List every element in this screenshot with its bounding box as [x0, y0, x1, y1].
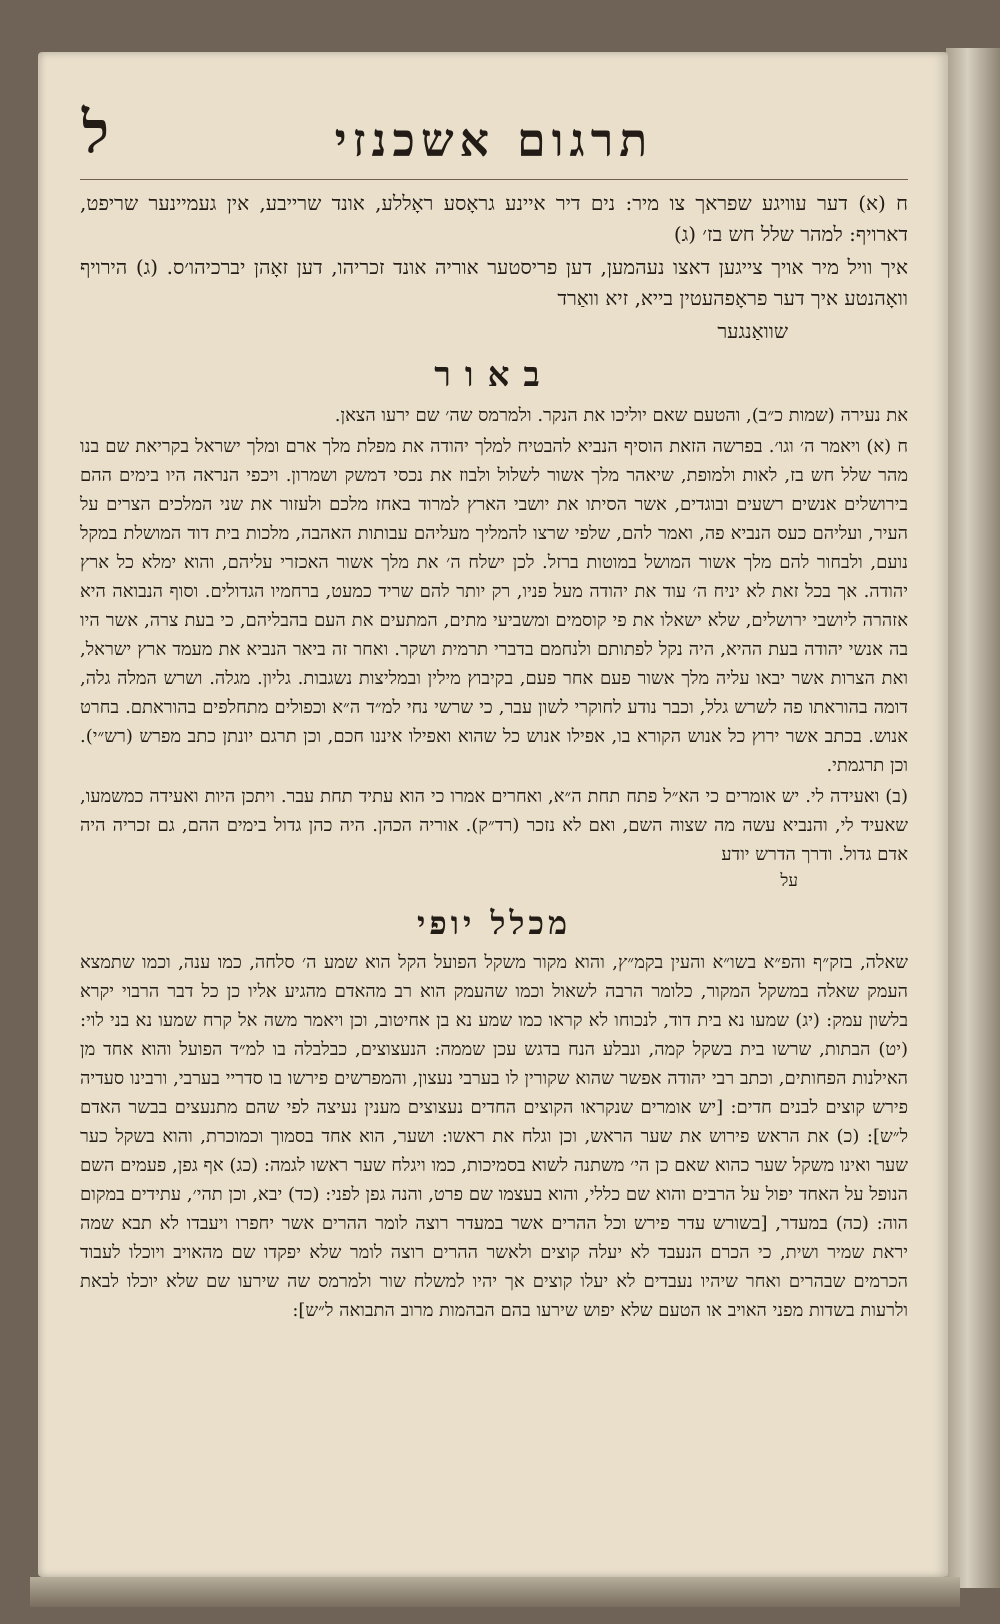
- header-rule: [80, 179, 908, 180]
- targum-section: [80, 188, 908, 347]
- book-page: [38, 52, 948, 1577]
- running-header: [80, 92, 908, 188]
- page-number: ל: [82, 98, 110, 166]
- michlal-yofi-section: [80, 948, 908, 1325]
- targum-paragraph: איך וויל מיר אויך צייגען דאצו נעהמען, דען פריסטער אוריה אונד זכריהו, דען זאָהן יברכיהו׳ס. (ג) הירויף וואָהנטע איך דער פראָפהעטין בייא, זיא וואַרד: [80, 255, 908, 310]
- running-title: תרגום אשכנזי: [334, 113, 654, 167]
- book-bottom-edge: [30, 1577, 960, 1607]
- beur-section: [80, 401, 908, 896]
- michlal-paragraph: שאלה, בזק״ף והפ״א בשו״א והעין בקמ״ץ, והוא מקור משקל הפועל הקל הוא שמע ה׳ סלחה, כמו ענה, וכמו שתמצא העמק שאלה במשקל המקור, כלומר הרבה לשאול וכמו שהעמק הוא רב מהאדם מהגיע אליו כן כל דבר הרבוי יקרא בלשון עמק: (יג) שמעו נא בית דוד, לנכוחו לא קראו כמו שמע נא בן אחיטוב, וכן ויאמר משה אל קרח שמעו נא בני לוי: (יט) הבתות, שרשו בית בשקל קמה, ונבלע הנח בדגש עכן שממה: הנעצוצים, כבלבלה בו למ״ד הפועל והוא אחד מן האילנות הפחותים, וכתב רבי יהודה אפשר שהוא שקורין לו בערבי נעצון, והמפרשים פירשו בו סדריי בערבי, ורבינו סעדיה פירש קוצים לבנים חדים: [יש אומרים שנקראו הקוצים החדים נעצוצים מענין נעיצה לפי שהם מתנעצים בבשר האדם ל״ש]: (כ) את הראש פירוש את שער הראש, וכן וגלח את ראשו: ושער, הוא אחד בסמוך וכמוכרת, והוא בשקל כער שער ואינו משקל שער כהוא שאם כן הי׳ משתנה לשוא בסמיכות, כמו ויגלח שער ראשו לגמה: (כג) אף גפן, פעמים השם הנופל על האחד יפול על הרבים והוא שם כללי, והוא בעצמו שם פרט, והנה גפן לפני: (כד) יבא, וכן תהי׳, עתידים במקום הוה: (כה) במעדר, [בשורש עדר פירש וכל ההרים אשר במעדר רוצה לומר ההרים אשר יחפרו ויעבדו לא תבא שמה יראת שמיר ושית, כי הכרם הנעבד לא יעלה קוצים ולאשר ההרים רוצה לומר שלא יפקדו שם מהאויב ויוכלו לעבוד הכרמים שבהרים ואחר שיהיו נעבדים לא יעלו קוצים אך יהיו למשלח שור ולמרמס שה שירעו שם שלא יוכלו לבאת ולרעות בשדות מפני האויב או הטעם שלא יפוש שירעו בהם הבהמות מרוב התבואה ל״ש]:: [80, 952, 908, 1321]
- fore-edge: [946, 48, 1000, 1588]
- targum-catchword: שוואַנגער: [717, 319, 788, 343]
- beur-paragraph: את נעירה (שמות כ״ב), והטעם שאם יוליכו את הנקר. ולמרמס שה׳ שם ירעו הצאן.: [334, 405, 908, 426]
- beur-paragraph: (ב) ואעידה לי. יש אומרים כי הא״ל פתח תחת ה״א, ואחרים אמרו כי הוא עתיד תחת עבר. ויתכן היות ואעידה כמשמעו, שאעיד לי, והנביא עשה מה שצוה השם, ואם לא נזכר (רד״ק). אוריה הכהן. היה כהן גדול בימים ההם, גם זכריה היה אדם גדול. ודרך הדרש יודע: [80, 786, 908, 865]
- targum-paragraph: ח (א) דער עוויגע שפראך צו מיר: נים דיר איינע גראָסע ראָללע, אונד שרייבע, אין געמיינער שריפט, דארויף: למהר שלל חש בז׳ (ג): [80, 191, 908, 246]
- beur-catchword: על: [780, 871, 798, 891]
- beur-paragraph: ח (א) ויאמר ה׳ וגו׳. בפרשה הזאת הוסיף הנביא להבטיח למלך יהודה את מפלת מלך ארם ומלך ישראל בקריאת שם בנו מהר שלל חש בז, לאות ולמופת, שיאהר מלך אשור לשלול ולבוז את נכסי דמשק ושמרון. ויכפי הנראה היו בימים ההם בירושלים אנשים רשעים ובוגדים, אשר הסיתו את יושבי הארץ למרוד באחז מלכם ולעזור את שני המלכים הצרים על העיר, ועליהם כעס הנביא פה, ואמר להם, שלפי שרצו להמליך מעליהם עבותות האהבה, מלכות בית דוד המושלת במקל נועם, ולבחור להם מלך אשור המושל במוטות ברזל. לכן ישלח ה׳ את מלך אשור האכזרי עליהם, והוא ימלא כל ארץ יהודה. אך בכל זאת לא יניח ה׳ עוד את יהודה מעל פניו, רק יותר להם שריד כמעט, ברחמיו הגדולים. וסוף הנבואה היא אזהרה ליושבי ירושלים, שלא ישאלו את פי קוסמים ומשביעי מתים, המתעים את העם בהבליהם, כי בעת צרה, אשר היו בה אנשי יהודה בעת ההיא, היה נקל לפתותם ולנחמם בדברי תרמית ושקר. ואחר זה ביאר הנביא את מעמד ארץ ישראל, ואת הצרות אשר יבאו עליה מלך אשור פעם אחר פעם, בקיבוץ מילין ובמליצות נשגבות. גליון. מגלה. ושרש המלה גלה, דומה בהוראתו פה לשרש גלל, וכבר נודע לחוקרי לשון עבר, כי שרשי נחי למ״ד ה״א וכפולים מתחלפים בהוראתם. בחרט אנוש. בכתב אשר ירוץ כל אנוש הקורא בו, אפילו אנוש כל שהוא ואפילו איננו חכם, וכן תרגם יונתן כתב מפרש (רש״י). וכן תרגמתי.: [80, 436, 908, 776]
- beur-heading: באור: [434, 355, 554, 395]
- page-content: [80, 92, 908, 1542]
- michlal-yofi-heading: מכלל יופי: [416, 904, 572, 942]
